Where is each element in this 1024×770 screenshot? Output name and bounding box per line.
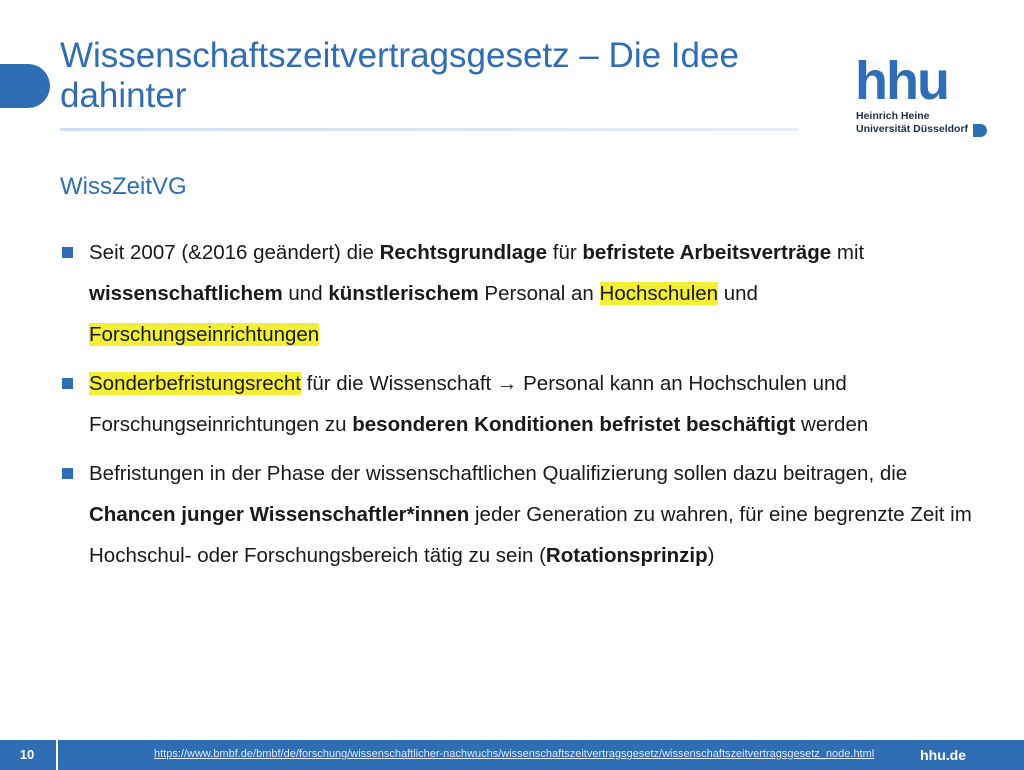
slide-title: Wissenschaftszeitvertragsgesetz – Die Idee dahinter	[60, 36, 739, 115]
text-run: werden	[795, 413, 869, 436]
logo-line-1: Heinrich Heine	[856, 110, 930, 122]
highlighted-phrase: Sonderbefristungsrecht	[89, 372, 301, 395]
bullet-list	[62, 232, 982, 584]
text-run: und	[718, 282, 758, 305]
footer-brand: hhu.de	[920, 747, 966, 763]
bold-phrase: wissenschaftlichem	[89, 282, 283, 305]
text-run: mit	[831, 241, 865, 264]
bullet-square-icon	[62, 247, 73, 258]
text-run: für die Wissenschaft → Personal kann an Hochschulen und Forschungseinrichtungen zu	[89, 372, 847, 436]
logo-line-2: Universität Düsseldorf	[856, 123, 969, 135]
bold-phrase: Rechtsgrundlage	[379, 241, 548, 264]
accent-tab	[0, 64, 50, 108]
bold-phrase: Chancen junger Wissenschaftler*innen	[89, 503, 470, 526]
text-run: für	[547, 241, 583, 264]
text-run: )	[707, 544, 715, 567]
logo-wordmark: hhu	[855, 51, 948, 111]
footer-bar	[0, 740, 1024, 770]
bullet-item	[62, 453, 982, 576]
logo-tab	[973, 124, 987, 137]
bullet-item	[62, 232, 982, 355]
bullet-square-icon	[62, 468, 73, 479]
title-divider	[60, 128, 798, 131]
text-run: Befristungen in der Phase der wissenschaftlichen Qualifizierung sollen dazu beitragen, die	[89, 462, 908, 485]
footer-divider	[56, 740, 58, 770]
source-link[interactable]: https://www.bmbf.de/bmbf/de/forschung/wissenschaftlicher-nachwuchs/wissenschaftszeitvertragsgesetz/wissenschaftszeitvertragsgesetz_node.html	[154, 748, 875, 760]
text-run: Personal an	[478, 282, 600, 305]
bullet-square-icon	[62, 378, 73, 389]
bold-phrase: künstlerischem	[328, 282, 479, 305]
slide-subtitle: WissZeitVG	[60, 173, 187, 200]
bold-phrase: besonderen Konditionen befristet beschäftigt	[352, 413, 796, 436]
bold-phrase: Rotationsprinzip	[545, 544, 708, 567]
text-run: und	[282, 282, 329, 305]
hhu-logo	[855, 51, 995, 145]
text-run: jeder Generation zu wahren, für eine begrenzte Zeit im Hochschul- oder Forschungsbereich tätig zu sein (	[89, 503, 972, 567]
highlighted-phrase: Forschungseinrichtungen	[89, 323, 320, 346]
bullet-item	[62, 363, 982, 445]
text-run: Seit 2007 (&2016 geändert) die	[89, 241, 380, 264]
bold-phrase: befristete Arbeitsverträge	[582, 241, 832, 264]
highlighted-phrase: Hochschulen	[599, 282, 719, 305]
page-number: 10	[19, 747, 35, 762]
